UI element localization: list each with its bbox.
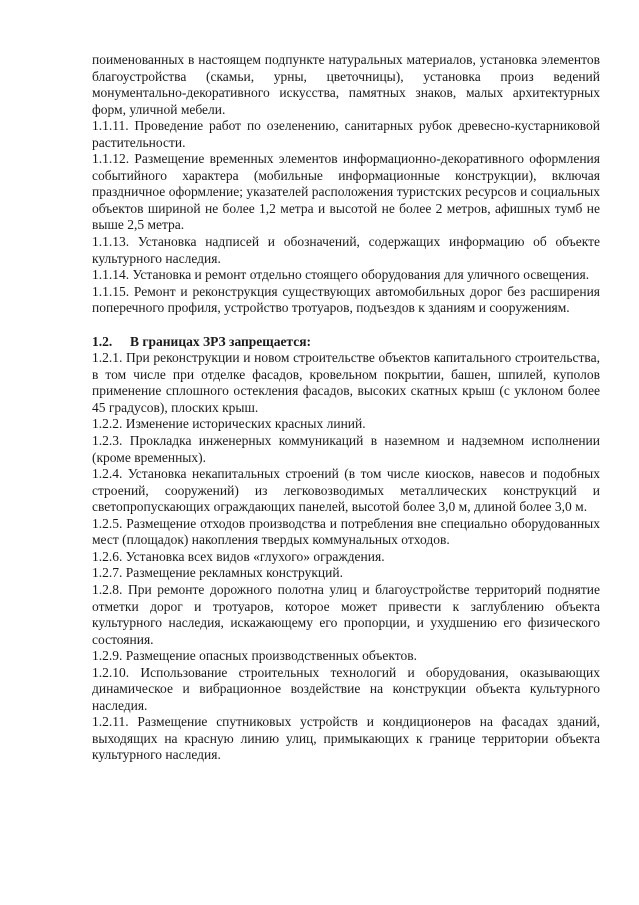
paragraph-1-2-4: 1.2.4. Установка некапитальных строений (в том числе киосков, навесов и подобных строений, сооружений) из легковозводимых металлических конструкций и светопропускающих ограждающих панелей, высотой более 3,0 м, длиной более 3,0 м. [92,466,600,515]
paragraph-1-2-7: 1.2.7. Размещение рекламных конструкций. [92,565,343,581]
paragraph-1-2-8: 1.2.8. При ремонте дорожного полотна улиц и благоустройстве территорий поднятие отметки дорог и тротуаров, которое может привести к заглублению объекта культурного наследия, искажающему его пропорции, и ухудшению его физического состояния. [92,581,600,647]
paragraph-1-1-15: 1.1.15. Ремонт и реконструкция существующих автомобильных дорог без расширения поперечного профиля, устройство тротуаров, подъездов к зданиям и сооружениям. [92,283,600,316]
section-title: В границах ЗРЗ запрещается: [130,333,312,349]
paragraph-1-1-14: 1.1.14. Установка и ремонт отдельно стоящего оборудования для уличного освещения. [92,267,590,283]
paragraph-1-1-13: 1.1.13. Установка надписей и обозначений, содержащих информацию об объекте культурного наследия. [92,234,600,266]
paragraph-1-1-12: 1.1.12. Размещение временных элементов информационно-декоративного оформления событийного характера (мобильные информационные конструкции), включая праздничное оформление; указателей расположения туристских ресурсов и социальных объектов шириной не более 1,2 метра и высотой не более 2 метров, афишных тумб не выше 2,5 метра. [92,151,600,233]
paragraph-1-2-3: 1.2.3. Прокладка инженерных коммуникаций в наземном и надземном исполнении (кроме временных). [92,433,600,465]
paragraph-1-2-11: 1.2.11. Размещение спутниковых устройств и кондиционеров на фасадах зданий, выходящих на красную линию улиц, примыкающих к границе территории объекта культурного наследия. [92,714,600,763]
paragraph-1-2-1: 1.2.1. При реконструкции и новом строительстве объектов капитального строительства, в том числе при отделке фасадов, кровельном покрытии, башен, шпилей, куполов применение сплошного остекления фасадов, высоких скатных крыш (с уклоном более 45 градусов), плоских крыш. [92,350,600,415]
section-number: 1.2. [92,333,113,349]
section-heading [92,334,600,351]
paragraph-continuation: поименованных в настоящем подпункте натуральных материалов, установка элементов благоустройства (скамьи, урны, цветочницы), установка произ ведений монументально-декоративного искусства, памятных знаков, малых архитектурных форм, уличной мебели. [92,52,600,117]
paragraph-1-2-6: 1.2.6. Установка всех видов «глухого» ограждения. [92,548,385,564]
paragraph-1-2-5: 1.2.5. Размещение отходов производства и потребления вне специально оборудованных мест (площадок) накопления твердых коммунальных отходов. [92,515,600,548]
paragraph-1-1-11: 1.1.11. Проведение работ по озеленению, санитарных рубок древесно-кустарниковой растительности. [92,118,600,150]
section-spacer [92,317,600,334]
paragraph-1-2-2: 1.2.2. Изменение исторических красных линий. [92,416,366,432]
paragraph-1-2-9: 1.2.9. Размещение опасных производственных объектов. [92,648,417,664]
paragraph-1-2-10: 1.2.10. Использование строительных технологий и оборудования, оказывающих динамическое и вибрационное воздействие на конструкции объекта культурного наследия. [92,664,600,713]
